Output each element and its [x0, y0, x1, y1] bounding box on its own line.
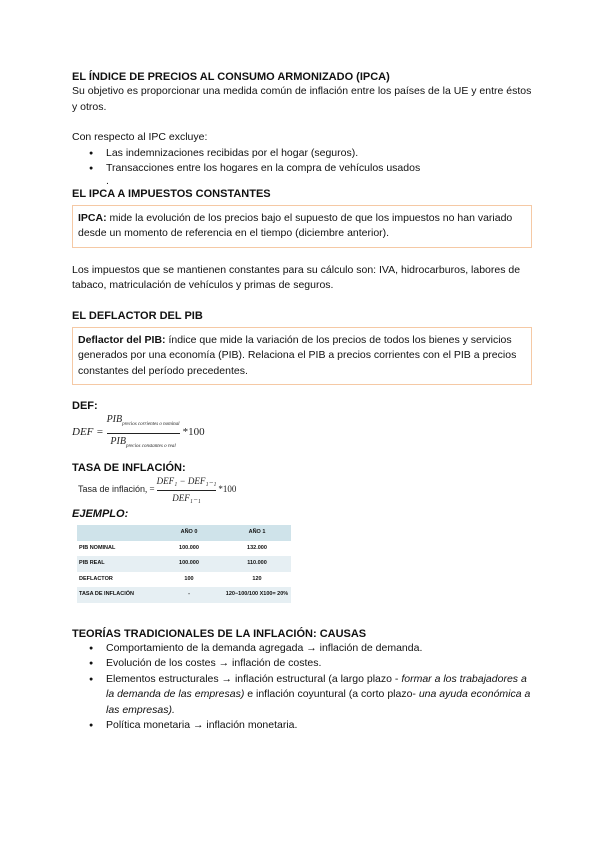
table-cell: DEFLACTOR	[77, 572, 155, 588]
table-row	[77, 556, 291, 572]
tasa-multiplier: *100	[218, 484, 237, 495]
deflactor-definition-box	[72, 327, 532, 386]
def-numerator-sub: precios corrientes o nominal	[122, 422, 180, 427]
table-cell: PIB REAL	[77, 556, 155, 572]
tasa-lhs: Tasa de inflación	[78, 484, 146, 495]
ipca-definition-box	[72, 205, 532, 248]
list-item: ● Transacciones entre los hogares en la compra de vehículos usados	[106, 161, 532, 177]
tasa-denominator: DEF₁₋₁	[172, 492, 201, 503]
table-header-cell: AÑO 0	[155, 525, 223, 541]
def-lhs: DEF =	[72, 426, 104, 439]
table-cell: PIB NOMINAL	[77, 541, 155, 557]
deflactor-heading: EL DEFLACTOR DEL PIB	[72, 309, 203, 322]
list-item: ● Elementos estructurales → inflación estructural (a largo plazo - formar a los trabajadores a la demanda de las empresas) e inflación coyuntural (a corto plazo- una ayuda económica a las empresas).	[106, 672, 532, 719]
table-cell: -	[155, 587, 223, 603]
ipca-heading: EL ÍNDICE DE PRECIOS AL CONSUMO ARMONIZADO (IPCA)	[72, 71, 390, 83]
table-cell: 100	[155, 572, 223, 588]
def-heading: DEF:	[72, 400, 98, 412]
teorias-heading: TEORÍAS TRADICIONALES DE LA INFLACIÓN: CAUSAS	[72, 627, 367, 640]
table-row	[77, 587, 291, 603]
tasa-eq: , =	[145, 484, 155, 495]
def-denominator: PIB	[110, 435, 126, 447]
ipca-const-heading: EL IPCA A IMPUESTOS CONSTANTES	[72, 187, 271, 200]
table-header-cell: AÑO 1	[223, 525, 291, 541]
ipca-definition: mide la evolución de los precios bajo el supuesto de que los impuestos no han variado desde un momento de referencia en el tiempo (diciembre anterior).	[78, 211, 513, 239]
list-item: ● Las indemnizaciones recibidas por el hogar (seguros).	[106, 146, 532, 162]
table-cell: TASA DE INFLACIÓN	[77, 587, 155, 603]
list-item: ● Política monetaria → inflación monetaria.	[106, 718, 532, 734]
table-cell: 120	[223, 572, 291, 588]
table-row	[77, 541, 291, 557]
table-cell: 120−100/100 X100= 20%	[223, 587, 291, 603]
tasa-heading: TASA DE INFLACIÓN:	[72, 462, 186, 474]
table-cell: 110.000	[223, 556, 291, 572]
impuestos-text: Los impuestos que se mantienen constantes para su cálculo son: IVA, hidrocarburos, labores de tabaco, matriculación de vehículos y primas de seguros.	[72, 263, 521, 291]
tasa-numerator: DEF₁ − DEF₁₋₁	[156, 476, 217, 486]
def-formula	[72, 413, 532, 453]
ejemplo-heading: EJEMPLO:	[72, 508, 129, 520]
table-header-row	[77, 525, 291, 541]
ipca-term: IPCA:	[78, 211, 107, 224]
list-item: ● Evolución de los costes → inflación de costes.	[106, 656, 532, 672]
excluye-list	[72, 146, 532, 177]
document-page	[72, 70, 532, 734]
deflactor-definition: índice que mide la variación de los precios de todos los bienes y servicios generados por una economía (PIB). Relaciona el PIB a precios corrientes con el PIB a precios constantes del período precedentes.	[78, 333, 517, 377]
excluye-intro: Con respecto al IPC excluye:	[72, 131, 208, 143]
table-cell: 100.000	[155, 541, 223, 557]
ipca-text: Su objetivo es proporcionar una medida común de inflación entre los países de la UE y entre éstos y otros.	[72, 85, 532, 113]
trailing-dot: .	[106, 174, 109, 187]
tasa-formula	[72, 475, 532, 505]
def-numerator: PIB	[106, 414, 123, 425]
teorias-list	[72, 641, 532, 734]
ejemplo-table	[77, 525, 291, 603]
def-multiplier: *100	[182, 426, 205, 439]
table-header-cell	[77, 525, 155, 541]
deflactor-term: Deflactor del PIB:	[78, 333, 166, 346]
table-cell: 100.000	[155, 556, 223, 572]
def-denominator-sub: precios constantes o real	[125, 443, 176, 449]
table-row	[77, 572, 291, 588]
table-cell: 132.000	[223, 541, 291, 557]
list-item: ● Comportamiento de la demanda agregada → inflación de demanda.	[106, 641, 532, 657]
